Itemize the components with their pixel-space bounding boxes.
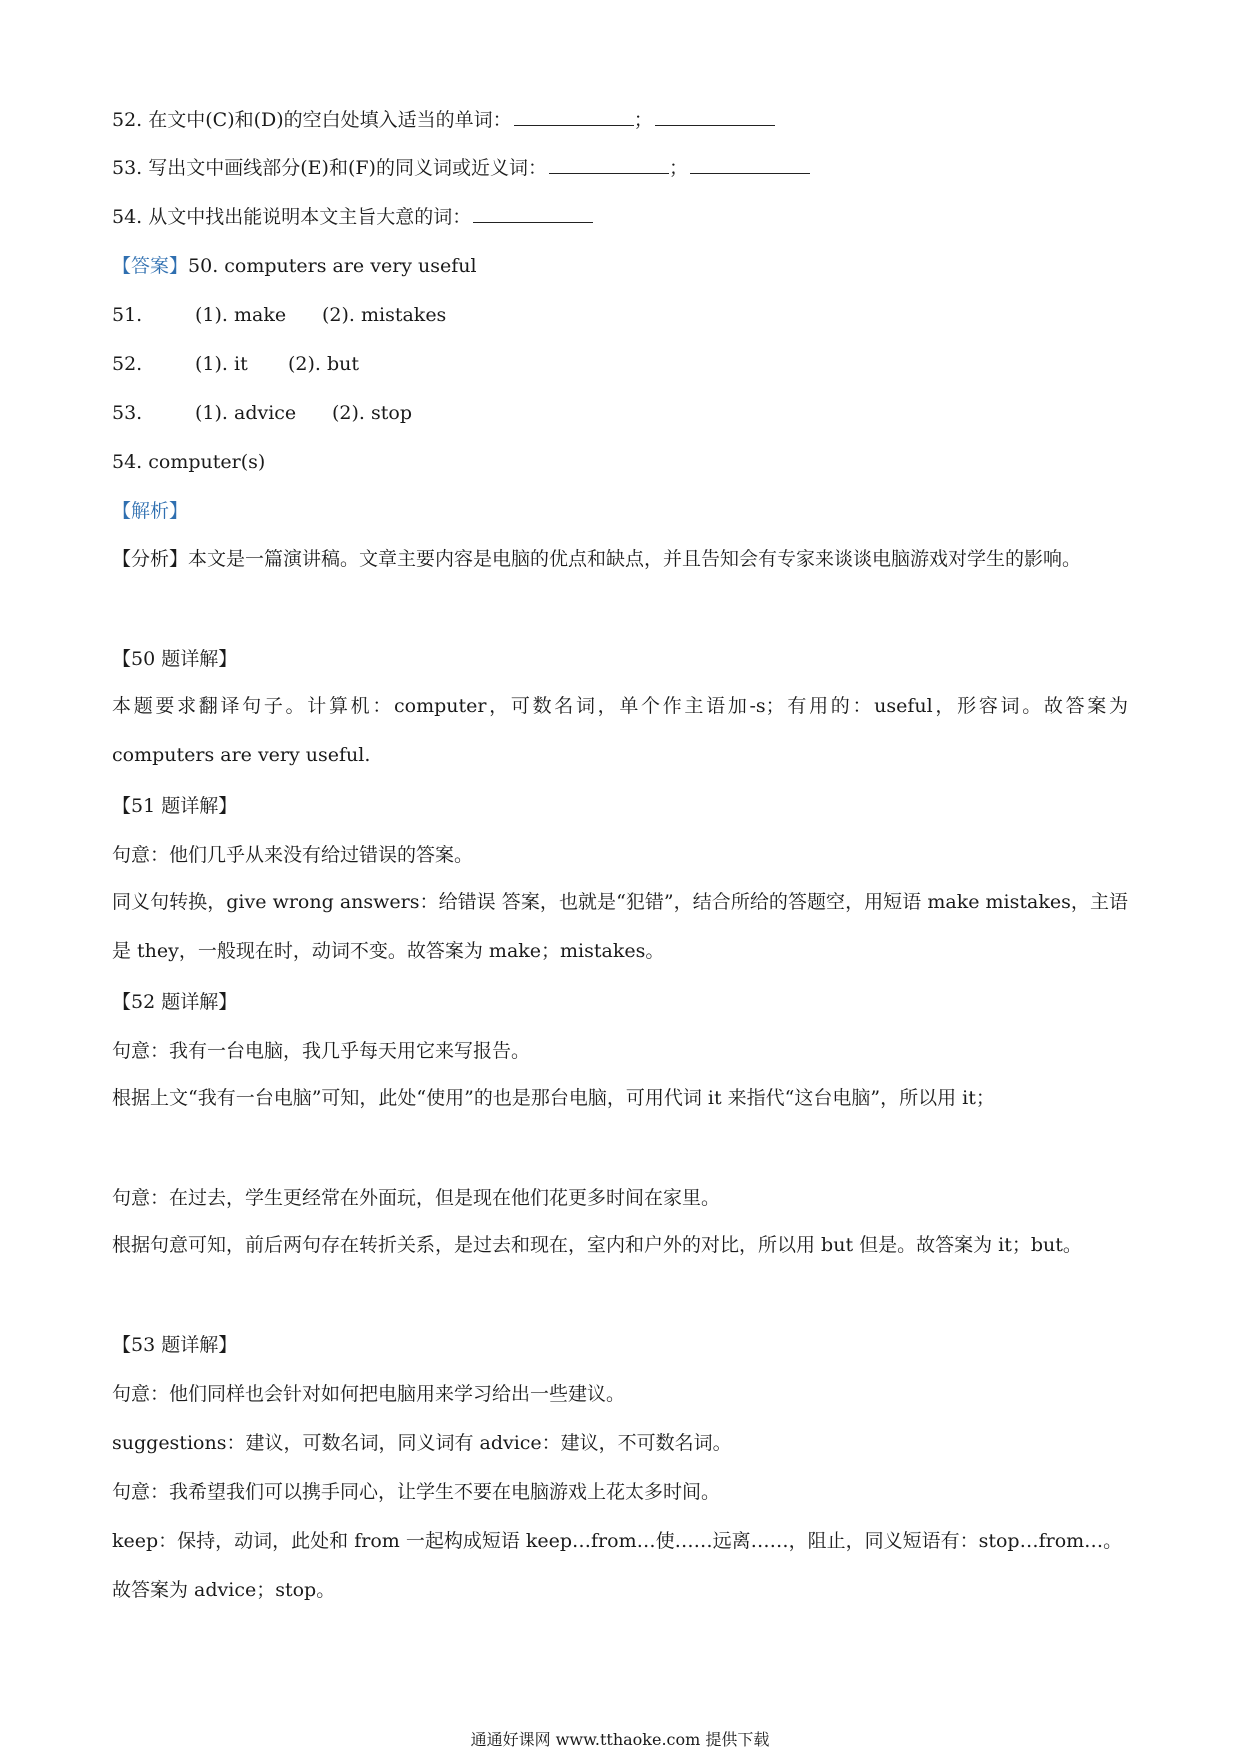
- question-53-text: 53. 写出文中画线部分(E)和(F)的同义词或近义词：: [112, 157, 547, 179]
- answer-52: [112, 350, 1112, 378]
- question-52-text: 52. 在文中(C)和(D)的空白处填入适当的单词：: [112, 109, 512, 131]
- answer-52-part1: (1). it: [195, 353, 248, 375]
- question-54-text: 54. 从文中找出能说明本文主旨大意的词：: [112, 206, 472, 228]
- answer-53-part2: (2). stop: [332, 402, 412, 424]
- detail-53-line4: keep：保持，动词，此处和 from 一起构成短语 keep…from…使……远离……，阻止，同义短语有：stop…from…。: [112, 1530, 1123, 1552]
- answer-53: [112, 399, 1112, 427]
- detail-50-body: 本题要求翻译句子。计算机：computer，可数名词，单个作主语加-s；有用的：useful，形容词。故答案为 computers are very useful.: [112, 695, 1128, 766]
- answer-52-num: 52.: [112, 353, 143, 375]
- detail-53-heading: 【53 题详解】: [112, 1334, 238, 1356]
- answer-blank: [514, 107, 634, 126]
- answer-50: [112, 252, 477, 280]
- answer-54-text: 54. computer(s): [112, 451, 266, 473]
- detail-52-line2: 根据上文“我有一台电脑”可知，此处“使用”的也是那台电脑，可用代词 it 来指代“这台电脑”，所以用 it；: [112, 1087, 995, 1109]
- answer-52-part2: (2). but: [288, 353, 360, 375]
- answer-53-num: 53.: [112, 402, 143, 424]
- detail-51-heading: 【51 题详解】: [112, 795, 238, 817]
- question-53: [112, 154, 810, 182]
- answer-51-part1: (1). make: [195, 304, 287, 326]
- answer-label: 【答案】: [112, 255, 189, 277]
- detail-52-line1: 句意：我有一台电脑，我几乎每天用它来写报告。: [112, 1040, 531, 1062]
- detail-51-line1: 句意：他们几乎从来没有给过错误的答案。: [112, 844, 474, 866]
- answer-blank: [473, 204, 593, 223]
- answer-54: [112, 448, 265, 476]
- detail-52-line4: 根据句意可知，前后两句存在转折关系，是过去和现在，室内和户外的对比，所以用 but 但是。故答案为 it；but。: [112, 1234, 1082, 1256]
- question-54: [112, 203, 593, 231]
- answer-51: [112, 301, 1112, 329]
- separator: ；: [668, 157, 688, 179]
- detail-52-heading: 【52 题详解】: [112, 991, 238, 1013]
- detail-52-line3: 句意：在过去，学生更经常在外面玩，但是现在他们花更多时间在家里。: [112, 1187, 721, 1209]
- detail-51-line2: 同义句转换，give wrong answers：给错误 答案，也就是“犯错”，结合所给的答题空，用短语 make mistakes，主语是 they，一般现在时，动词不变。故答案为 make；mistakes。: [112, 891, 1128, 962]
- detail-50-heading: 【50 题详解】: [112, 648, 238, 670]
- answer-blank: [655, 107, 775, 126]
- answer-blank: [690, 155, 810, 174]
- detail-53-line5: 故答案为 advice；stop。: [112, 1579, 336, 1601]
- detail-53-line1: 句意：他们同样也会针对如何把电脑用来学习给出一些建议。: [112, 1383, 626, 1405]
- analysis-label: 【解析】: [112, 500, 189, 522]
- answer-53-part1: (1). advice: [195, 402, 297, 424]
- answer-51-num: 51.: [112, 304, 143, 326]
- question-52: [112, 106, 775, 134]
- analysis-summary: 【分析】本文是一篇演讲稿。文章主要内容是电脑的优点和缺点，并且告知会有专家来谈谈电脑游戏对学生的影响。: [112, 548, 1082, 570]
- detail-53-line2: suggestions：建议，可数名词，同义词有 advice：建议，不可数名词。: [112, 1432, 732, 1454]
- answer-51-part2: (2). mistakes: [322, 304, 447, 326]
- page-footer: 通通好课网 www.tthaoke.com 提供下载: [470, 1730, 770, 1749]
- answer-50-text: 50. computers are very useful: [188, 255, 477, 277]
- separator: ；: [633, 109, 653, 131]
- detail-53-line3: 句意：我希望我们可以携手同心，让学生不要在电脑游戏上花太多时间。: [112, 1481, 721, 1503]
- answer-blank: [549, 155, 669, 174]
